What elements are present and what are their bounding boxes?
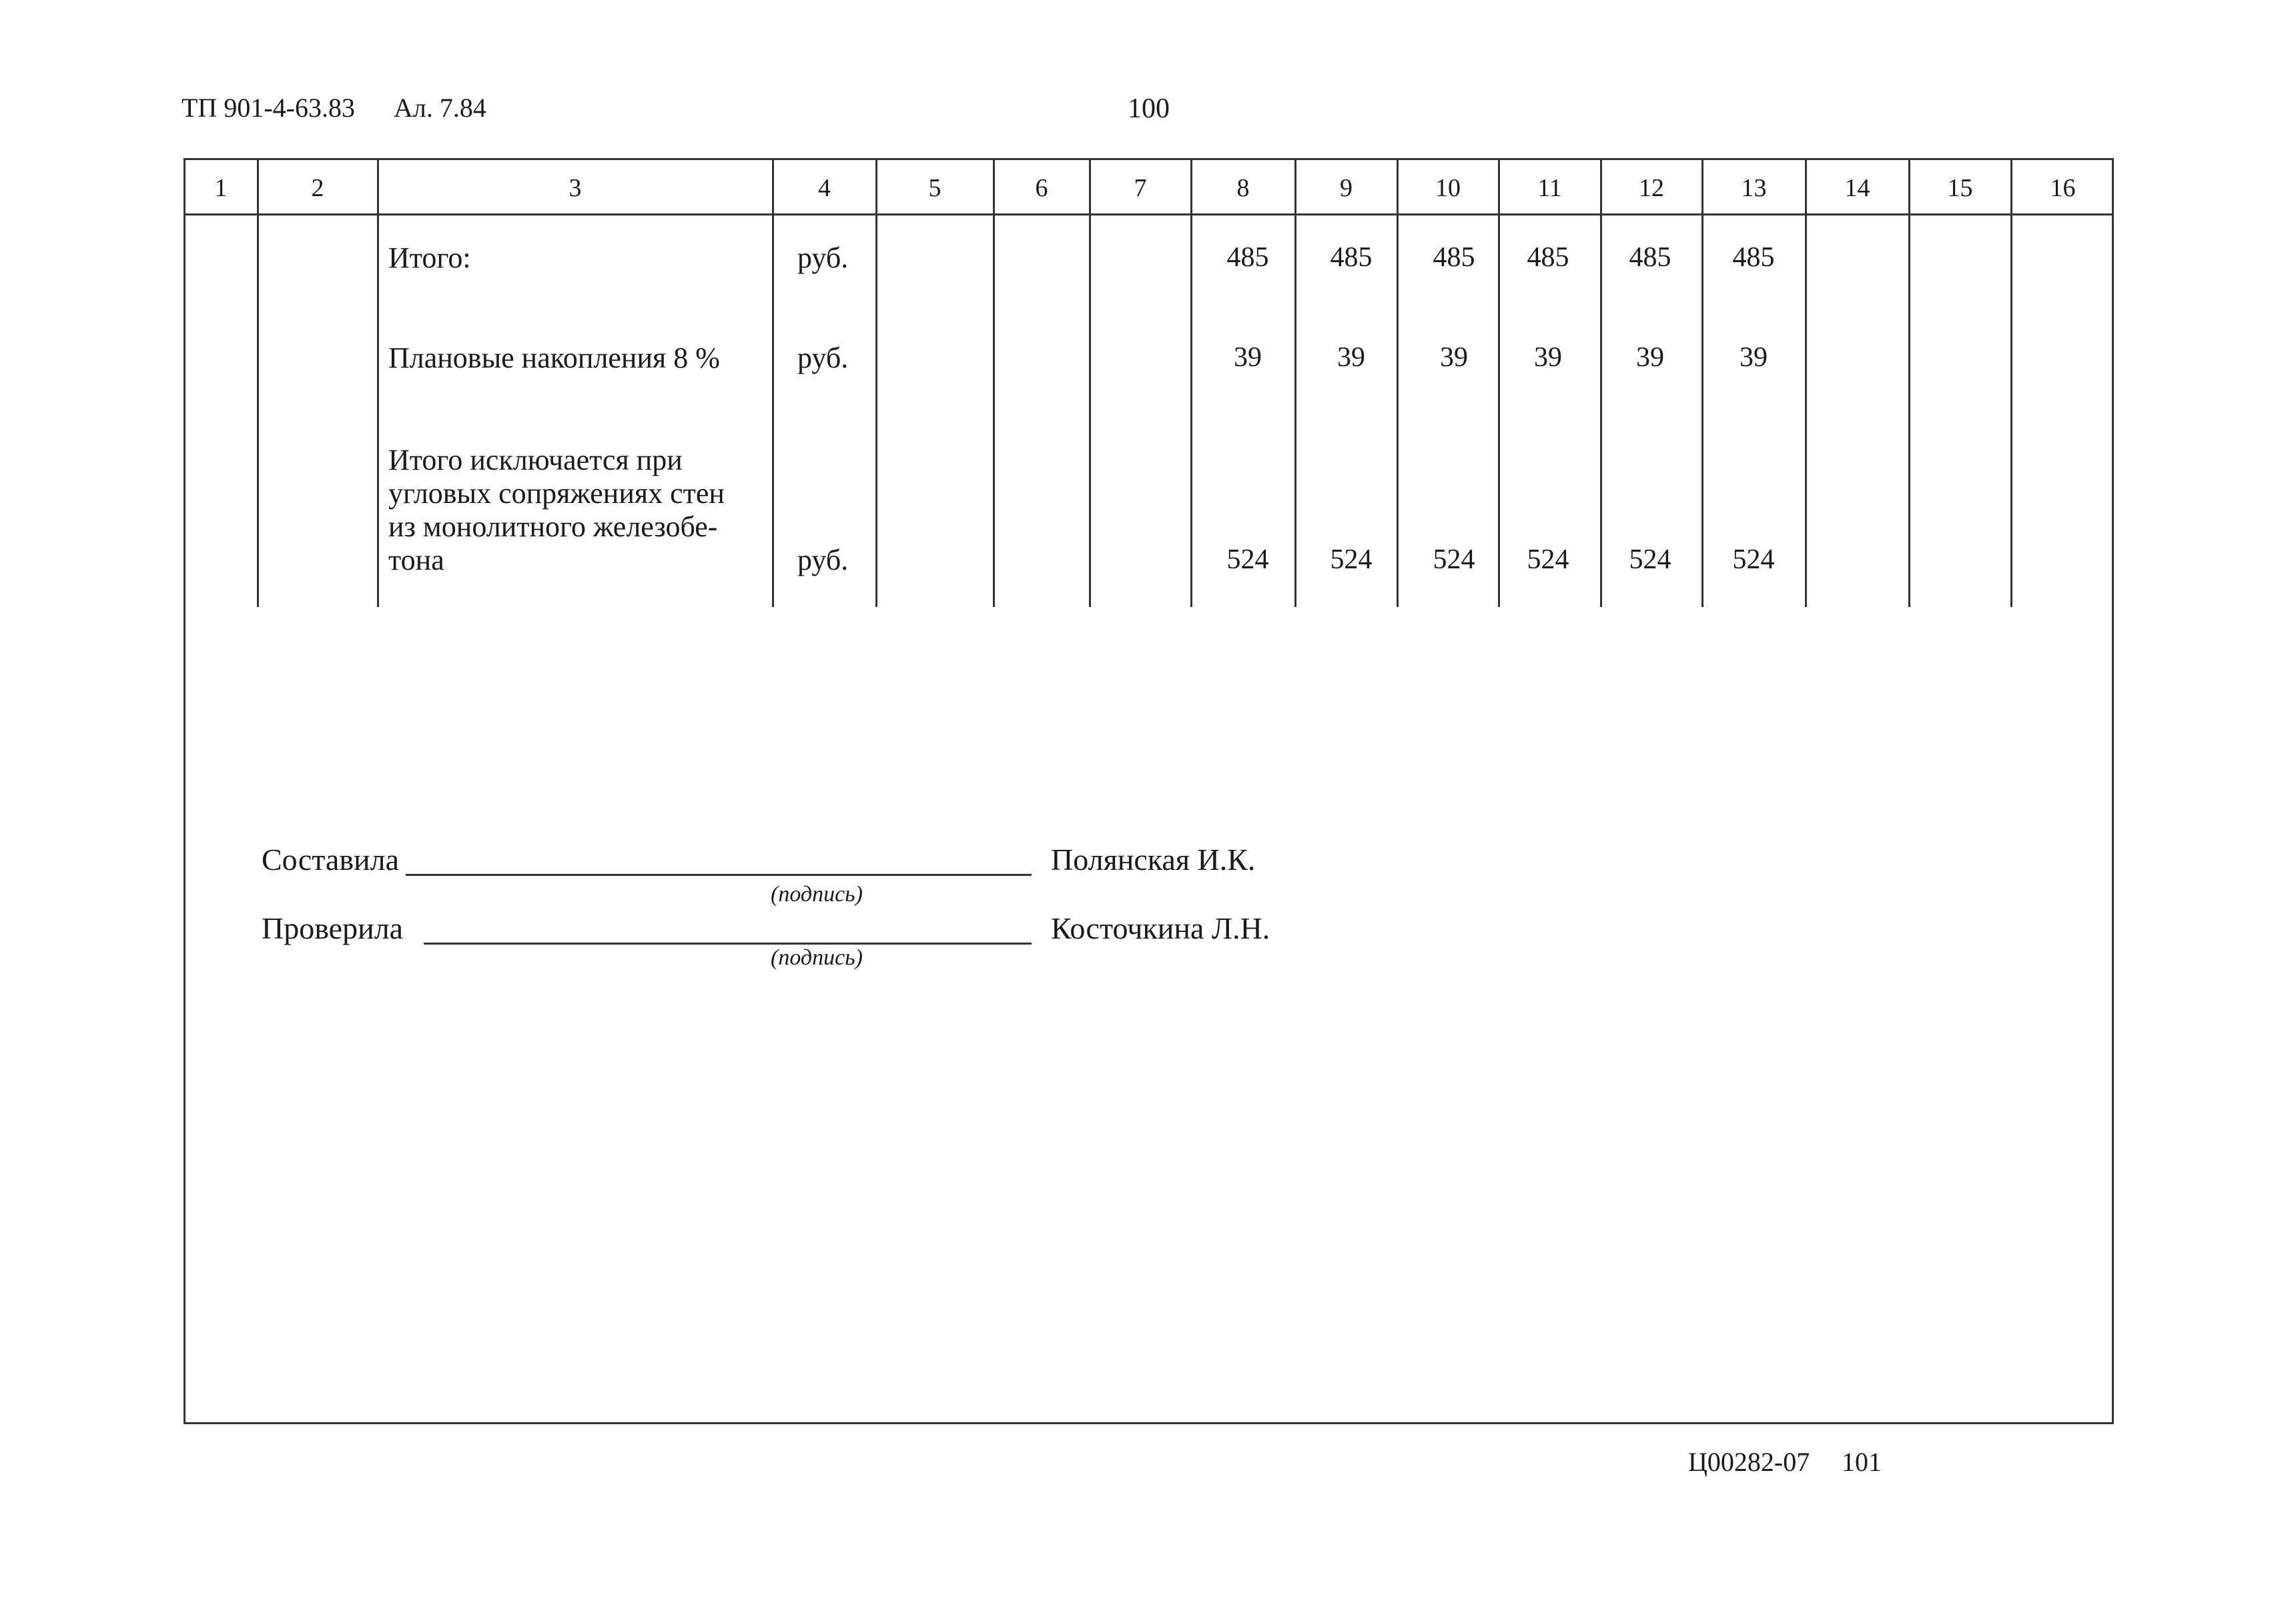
row-name-line: из монолитного железобе- xyxy=(388,510,718,543)
value-col-10: 39 xyxy=(1440,342,1468,373)
document-code: ТП 901-4-63.83 xyxy=(181,93,355,123)
footer-page-number: 101 xyxy=(1842,1447,1882,1477)
row-name-line: тона xyxy=(388,544,444,576)
value-col-10: 524 xyxy=(1433,544,1475,575)
column-header-15: 15 xyxy=(1947,173,1973,202)
compiled-signature-hint: (подпись) xyxy=(771,882,863,907)
compiled-name: Полянская И.К. xyxy=(1051,843,1256,877)
column-divider xyxy=(1908,158,1910,607)
column-header-3: 3 xyxy=(568,173,582,202)
compiled-label: Составила xyxy=(262,843,400,877)
row-unit: руб. xyxy=(797,241,849,274)
value-col-8: 485 xyxy=(1226,242,1269,273)
checked-signature-hint: (подпись) xyxy=(771,945,863,970)
column-divider xyxy=(875,158,877,607)
column-divider xyxy=(1600,158,1602,607)
column-header-10: 10 xyxy=(1435,173,1461,202)
value-col-9: 485 xyxy=(1330,242,1373,273)
value-col-13: 485 xyxy=(1732,242,1775,273)
compiled-signature-line xyxy=(406,874,1032,876)
column-divider xyxy=(993,158,995,607)
checked-label: Проверила xyxy=(262,911,404,945)
column-divider xyxy=(1190,158,1192,607)
row-name: Плановые накопления 8 % xyxy=(388,342,720,374)
column-divider xyxy=(1805,158,1807,607)
value-col-9: 39 xyxy=(1337,342,1365,373)
value-col-8: 39 xyxy=(1234,342,1262,373)
column-header-16: 16 xyxy=(2050,173,2076,202)
value-col-9: 524 xyxy=(1330,544,1373,575)
row-name-line: угловых сопряжениях стен xyxy=(388,477,725,510)
column-header-4: 4 xyxy=(818,173,831,202)
column-divider xyxy=(772,158,774,607)
value-col-12: 485 xyxy=(1629,242,1671,273)
value-col-11: 524 xyxy=(1527,544,1569,575)
row-name: Итого: xyxy=(388,241,471,274)
column-header-5: 5 xyxy=(928,173,941,202)
album-number: Ал. 7.84 xyxy=(394,93,486,123)
value-col-12: 524 xyxy=(1629,544,1671,575)
column-divider xyxy=(1498,158,1500,607)
value-col-13: 39 xyxy=(1740,342,1768,373)
footer-code: Ц00282-07 xyxy=(1688,1447,1810,1477)
column-header-2: 2 xyxy=(311,173,324,202)
column-divider xyxy=(257,158,259,607)
value-col-11: 39 xyxy=(1534,342,1562,373)
column-divider xyxy=(377,158,379,607)
row-unit: руб. xyxy=(797,342,849,374)
checked-signature-line xyxy=(424,943,1032,945)
column-header-9: 9 xyxy=(1340,173,1353,202)
value-col-12: 39 xyxy=(1636,342,1664,373)
column-header-1: 1 xyxy=(214,173,228,202)
value-col-10: 485 xyxy=(1433,242,1475,273)
value-col-8: 524 xyxy=(1226,544,1269,575)
value-col-11: 485 xyxy=(1527,242,1569,273)
column-header-13: 13 xyxy=(1741,173,1767,202)
row-name-line: Итого исключается при xyxy=(388,444,683,476)
column-header-6: 6 xyxy=(1035,173,1048,202)
row-unit: руб. xyxy=(797,544,849,576)
page-number: 100 xyxy=(1128,93,1170,124)
column-divider xyxy=(1294,158,1296,607)
column-divider xyxy=(1089,158,1091,607)
column-divider xyxy=(1701,158,1703,607)
column-header-14: 14 xyxy=(1844,173,1870,202)
column-header-7: 7 xyxy=(1134,173,1147,202)
column-divider xyxy=(2010,158,2012,607)
column-header-11: 11 xyxy=(1537,173,1562,202)
value-col-13: 524 xyxy=(1732,544,1775,575)
column-header-8: 8 xyxy=(1236,173,1250,202)
column-header-12: 12 xyxy=(1639,173,1664,202)
checked-name: Косточкина Л.Н. xyxy=(1051,911,1270,945)
column-divider xyxy=(1397,158,1399,607)
